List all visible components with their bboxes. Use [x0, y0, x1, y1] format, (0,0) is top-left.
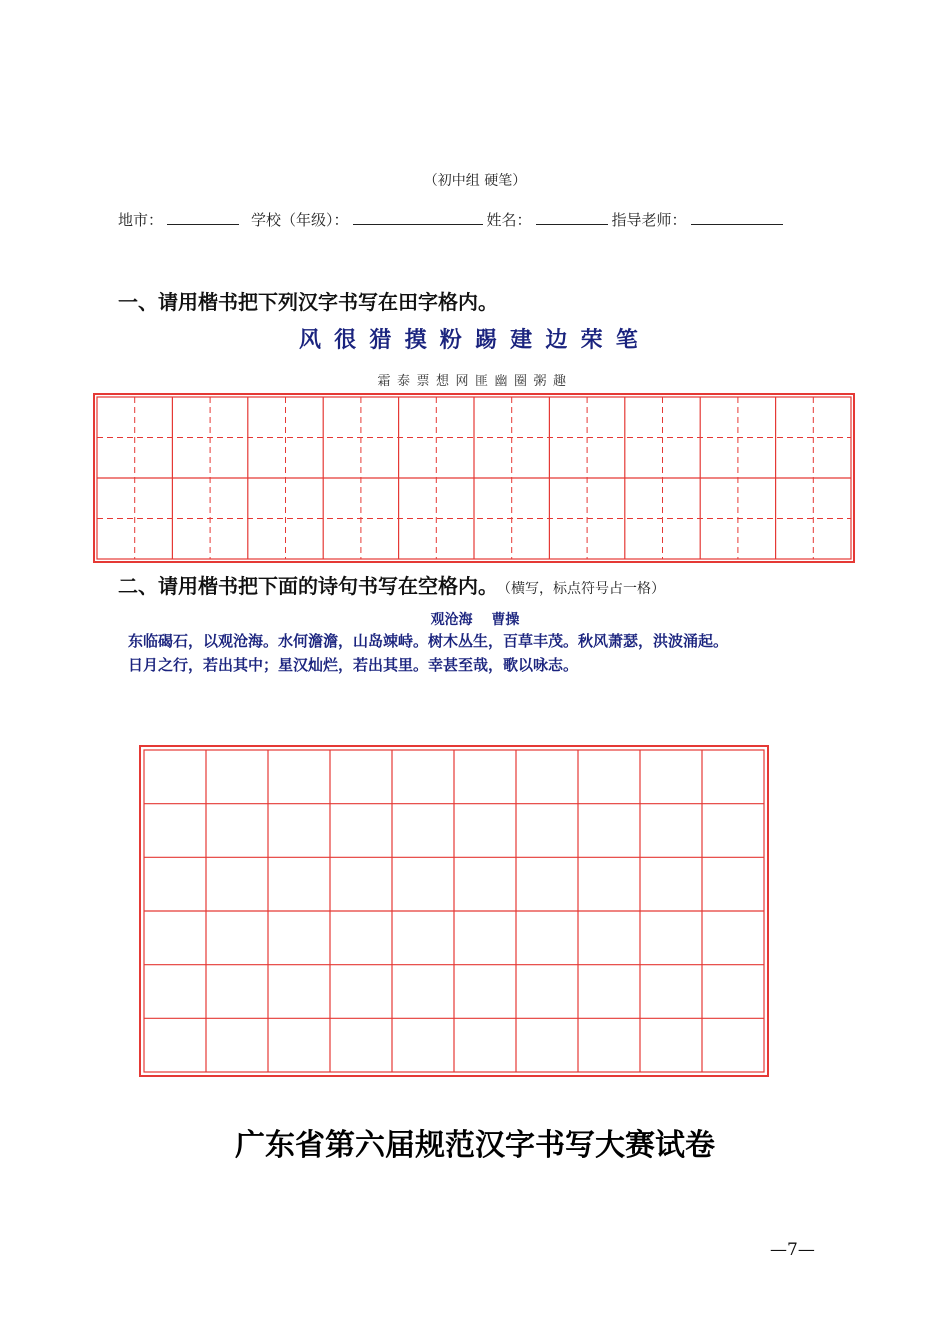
section2-note: （横写，标点符号占一格）: [504, 581, 665, 597]
poem-line-2: 日月之行，若出其中；星汉灿烂，若出其里。幸甚至哉，歌以咏志。: [128, 656, 579, 674]
section1-small-chars: 霜泰票想网匪幽圈粥趣: [377, 374, 573, 389]
tianzi-grid[interactable]: [93, 393, 855, 563]
section2-title: [118, 570, 665, 599]
school-field[interactable]: [353, 210, 483, 225]
section1-big-chars: 风很猎摸粉踢建边荣笔: [298, 328, 651, 353]
exam-title: 广东省第六届规范汉字书写大赛试卷: [235, 1128, 715, 1163]
poem-line-1: 东临碣石，以观沧海。水何澹澹，山岛竦峙。树木丛生，百草丰茂。秋风萧瑟，洪波涌起。: [128, 632, 729, 650]
poem-title: 观沧海 曹操: [430, 612, 520, 628]
teacher-field[interactable]: [691, 210, 783, 225]
name-label: 姓名：: [486, 211, 532, 229]
subtitle: （初中组 硬笔）: [423, 173, 527, 189]
teacher-label: 指导老师：: [611, 211, 687, 229]
section2-title-text: 二、请用楷书把下面的诗句书写在空格内。: [118, 574, 498, 598]
school-label: 学校（年级）：: [251, 211, 349, 229]
city-field[interactable]: [167, 210, 239, 225]
info-line: [118, 209, 787, 230]
writing-grid[interactable]: [139, 745, 769, 1077]
name-field[interactable]: [536, 210, 608, 225]
section1-title: 一、请用楷书把下列汉字书写在田字格内。: [118, 290, 498, 314]
grid2-cell-lines: [144, 750, 764, 1072]
page-number: —7—: [770, 1240, 815, 1260]
city-label: 地市：: [118, 211, 164, 229]
